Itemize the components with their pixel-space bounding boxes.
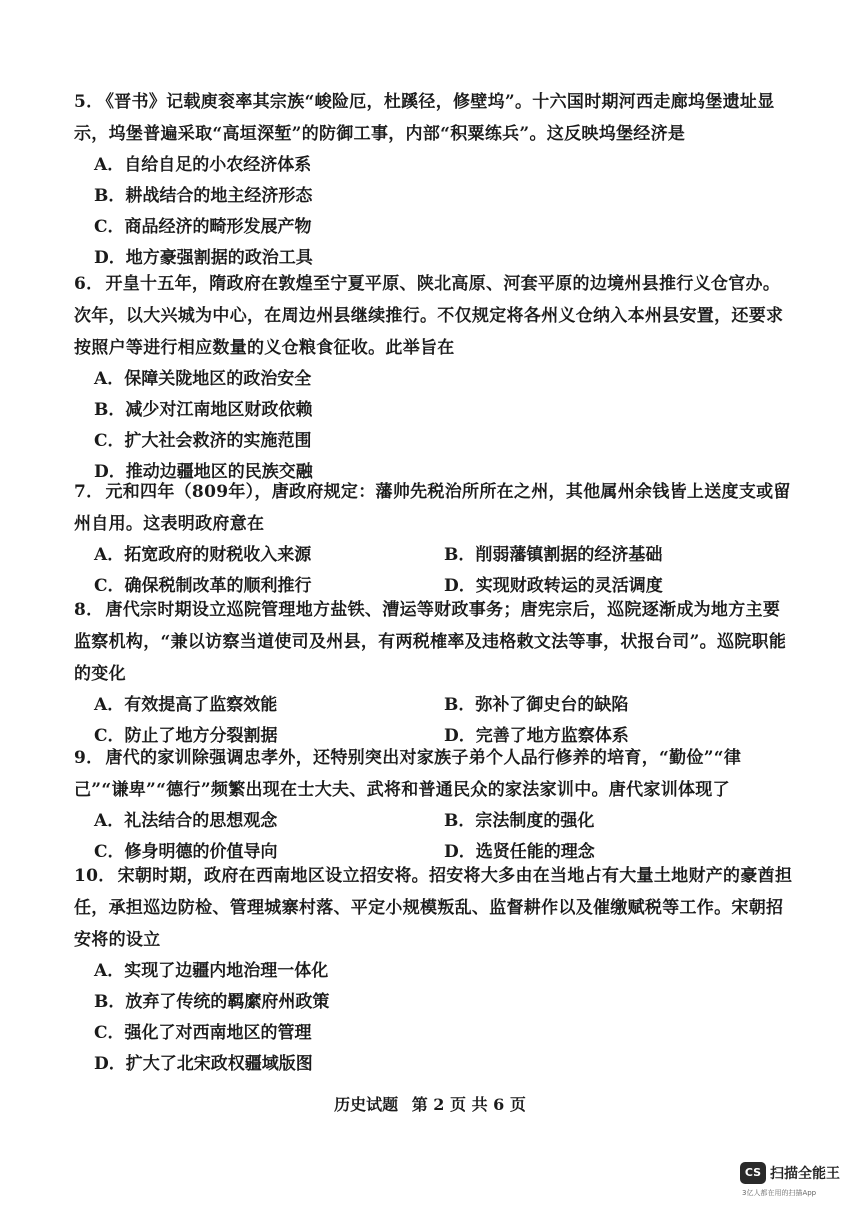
option-c: C．防止了地方分裂割据 — [94, 726, 278, 746]
option-b: B．放弃了传统的羁縻府州政策 — [94, 992, 330, 1012]
question-number: 8． — [74, 600, 104, 620]
option-c: C．强化了对西南地区的管理 — [94, 1023, 312, 1043]
question-5 — [74, 86, 794, 274]
question-text: 元和四年（809年），唐政府规定：藩帅先税治所所在之州，其他属州余钱皆上送度支或留州自用。这表明政府意在 — [74, 482, 791, 534]
option-a: A．实现了边疆内地治理一体化 — [94, 961, 329, 981]
option-b: B．耕战结合的地主经济形态 — [94, 186, 313, 206]
question-number: 7． — [74, 482, 104, 502]
question-text: 宋朝时期，政府在西南地区设立招安将。招安将大多由在当地占有大量土地财产的豪酋担任，承担巡边防检、管理城寨村落、平定小规模叛乱、监督耕作以及催缴赋税等工作。宋朝招安将的设立 — [74, 866, 793, 950]
option-b: B．弥补了御史台的缺陷 — [444, 695, 629, 715]
brand-name: 扫描全能王 — [770, 1166, 840, 1182]
option-d: D．推动边疆地区的民族交融 — [94, 462, 313, 482]
question-6 — [74, 268, 794, 488]
option-d: D．实现财政转运的灵活调度 — [444, 576, 663, 596]
question-text: 开皇十五年，隋政府在敦煌至宁夏平原、陕北高原、河套平原的边境州县推行义仓官办。次年，以大兴城为中心，在周边州县继续推行。不仅规定将各州义仓纳入本州县安置，还要求按照户等进行相应数量的义仓粮食征收。此举旨在 — [74, 274, 784, 358]
question-stem — [74, 476, 794, 540]
question-text: 唐代的家训除强调忠孝外，还特别突出对家族子弟个人品行修养的培育，“勤俭”“律己”“谦卑”“德行”频繁出现在士大夫、武将和普通民众的家法家训中。唐代家训体现了 — [74, 748, 742, 800]
footer-page-number: 第 2 页 共 6 页 — [411, 1095, 526, 1114]
option-a: A．自给自足的小农经济体系 — [94, 155, 312, 175]
question-number: 10． — [74, 866, 116, 886]
option-c: C．扩大社会救济的实施范围 — [94, 431, 312, 451]
scanner-watermark — [740, 1160, 850, 1204]
options-row — [74, 690, 794, 721]
option-a: A．拓宽政府的财税收入来源 — [94, 545, 312, 565]
footer-subject: 历史试题 — [334, 1095, 399, 1114]
option-c: C．确保税制改革的顺利推行 — [94, 576, 312, 596]
option-b: B．削弱藩镇割据的经济基础 — [444, 545, 663, 565]
question-text: 唐代宗时期设立巡院管理地方盐铁、漕运等财政事务；唐宪宗后，巡院逐渐成为地方主要监察机构，“兼以访察当道使司及州县，有两税榷率及违格敕文法等事，状报台司”。巡院职能的变化 — [74, 600, 787, 684]
option-c: C．修身明德的价值导向 — [94, 842, 278, 862]
question-8 — [74, 594, 794, 752]
question-number: 5． — [74, 92, 104, 112]
question-number: 9． — [74, 748, 104, 768]
cs-logo-icon: CS — [740, 1162, 766, 1184]
question-stem — [74, 860, 794, 956]
option-d: D．完善了地方监察体系 — [444, 726, 629, 746]
options-row — [74, 540, 794, 571]
brand-slogan: 3亿人都在用的扫描App — [742, 1189, 817, 1197]
question-text: 《晋书》记载庾衮率其宗族“峻险厄，杜蹊径，修壁坞”。十六国时期河西走廊坞堡遗址显示，坞堡普遍采取“高垣深堑”的防御工事，内部“积粟练兵”。这反映坞堡经济是 — [74, 92, 775, 144]
question-9 — [74, 742, 794, 868]
options-row — [74, 806, 794, 837]
option-b: B．减少对江南地区财政依赖 — [94, 400, 313, 420]
page-footer — [0, 1092, 860, 1115]
option-c: C．商品经济的畸形发展产物 — [94, 217, 312, 237]
option-a: A．保障关陇地区的政治安全 — [94, 369, 312, 389]
question-stem — [74, 86, 794, 150]
question-stem — [74, 742, 794, 806]
question-stem — [74, 268, 794, 364]
question-stem — [74, 594, 794, 690]
option-d: D．扩大了北宋政权疆域版图 — [94, 1054, 313, 1074]
option-d: D．选贤任能的理念 — [444, 842, 595, 862]
question-7 — [74, 476, 794, 602]
question-10 — [74, 860, 794, 1080]
question-number: 6． — [74, 274, 104, 294]
option-a: A．有效提高了监察效能 — [94, 695, 278, 715]
option-a: A．礼法结合的思想观念 — [94, 811, 278, 831]
option-d: D．地方豪强割据的政治工具 — [94, 248, 313, 268]
option-b: B．宗法制度的强化 — [444, 811, 595, 831]
